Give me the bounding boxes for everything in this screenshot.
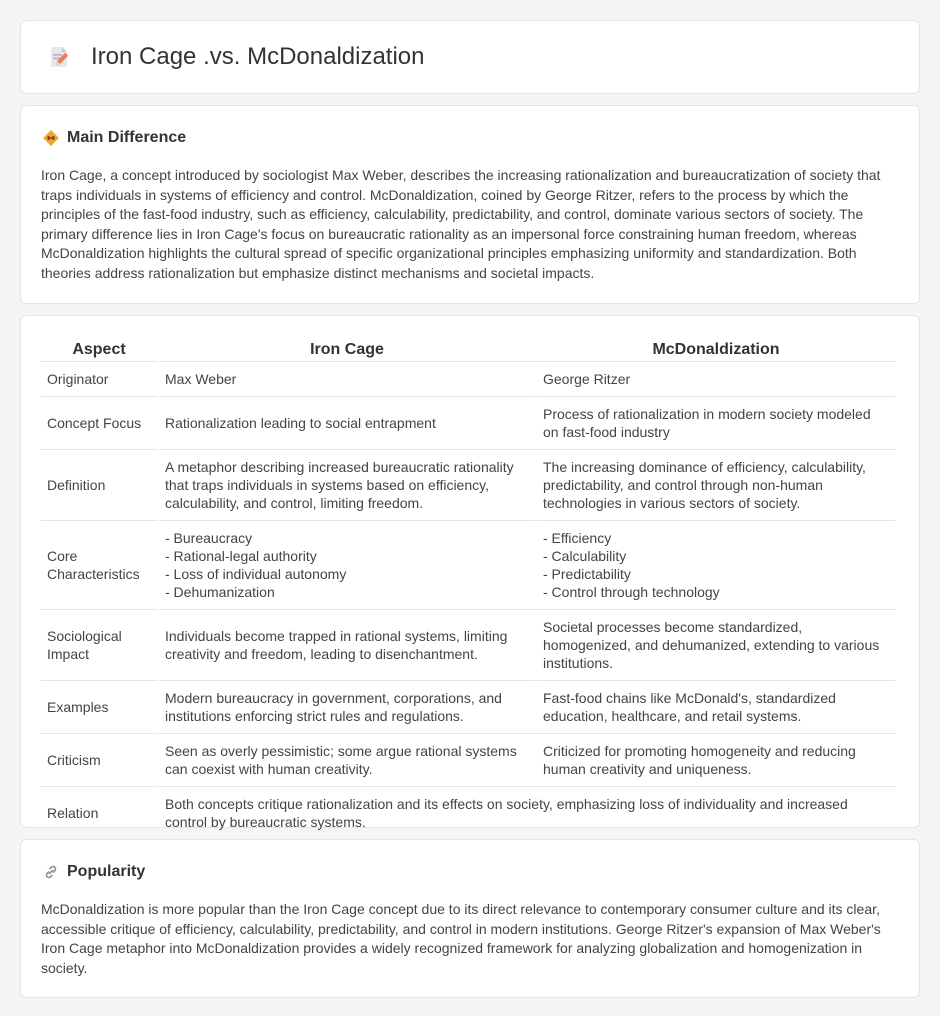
mcdonaldization-cell: The increasing dominance of efficiency, calculability, predictability, and control through non-human technologies in various sectors of society.	[537, 450, 895, 521]
header-mcdonaldization: McDonaldization	[537, 337, 895, 362]
iron-cage-cell: Seen as overly pessimistic; some argue rational systems can coexist with human creativity.	[159, 734, 535, 787]
header-card	[20, 20, 920, 94]
list-item: - Control through technology	[543, 584, 720, 600]
aspect-cell: Definition	[41, 450, 157, 521]
list-item: - Rational-legal authority	[165, 548, 317, 564]
iron-cage-cell: Individuals become trapped in rational systems, limiting creativity and freedom, leading to disenchantment.	[159, 610, 535, 681]
mcdonaldization-cell: George Ritzer	[537, 362, 895, 397]
popularity-title: Popularity	[67, 863, 146, 880]
table-row	[41, 397, 895, 450]
list-item: - Dehumanization	[165, 584, 275, 600]
table-row	[41, 521, 895, 610]
mcdonaldization-cell: Process of rationalization in modern society modeled on fast-food industry	[537, 397, 895, 450]
popularity-section	[20, 839, 920, 998]
iron-cage-cell: Modern bureaucracy in government, corporations, and institutions enforcing strict rules and regulations.	[159, 681, 535, 734]
table-row	[41, 681, 895, 734]
popularity-heading	[41, 862, 899, 882]
table-header-row	[41, 337, 895, 362]
aspect-cell: Examples	[41, 681, 157, 734]
iron-cage-cell: A metaphor describing increased bureaucratic rationality that traps individuals in systems based on efficiency, calculability, and control, limiting freedom.	[159, 450, 535, 521]
relation-cell: Both concepts critique rationalization and its effects on society, emphasizing loss of individuality and increased control by bureaucratic systems.	[159, 787, 895, 840]
table-row	[41, 450, 895, 521]
list-item: - Bureaucracy	[165, 530, 253, 546]
main-difference-title: Main Difference	[67, 129, 187, 146]
table-row	[41, 734, 895, 787]
main-difference-section	[20, 105, 920, 304]
aspect-cell: Relation	[41, 787, 157, 840]
mcdonaldization-cell	[537, 521, 895, 610]
link-icon	[41, 862, 61, 882]
mcdonaldization-cell: Societal processes become standardized, homogenized, and dehumanized, extending to various institutions.	[537, 610, 895, 681]
table-row	[41, 362, 895, 397]
main-difference-heading	[41, 128, 899, 148]
page-title: Iron Cage .vs. McDonaldization	[91, 43, 425, 70]
mcdonaldization-cell: Fast-food chains like McDonald's, standardized education, healthcare, and retail systems.	[537, 681, 895, 734]
iron-cage-cell: Max Weber	[159, 362, 535, 397]
document-pen-icon	[47, 45, 71, 69]
mcdonaldization-cell: Criticized for promoting homogeneity and reducing human creativity and uniqueness.	[537, 734, 895, 787]
list-item: - Predictability	[543, 566, 631, 582]
list-item: - Efficiency	[543, 530, 612, 546]
aspect-cell: Sociological Impact	[41, 610, 157, 681]
header-aspect: Aspect	[41, 337, 157, 362]
aspect-cell: Core Characteristics	[41, 521, 157, 610]
comparison-table	[39, 337, 897, 840]
list-item: - Calculability	[543, 548, 627, 564]
comparison-table-card	[20, 315, 920, 828]
diamond-icon	[41, 128, 61, 148]
list-item: - Loss of individual autonomy	[165, 566, 347, 582]
header-iron-cage: Iron Cage	[159, 337, 535, 362]
table-row	[41, 610, 895, 681]
aspect-cell: Originator	[41, 362, 157, 397]
popularity-text: McDonaldization is more popular than the Iron Cage concept due to its direct relevance to contemporary consumer culture and its clear, accessible critique of efficiency, calculability, predictability, and control in modern institutions. George Ritzer's expansion of Max Weber's Iron Cage metaphor into McDonaldization provides a widely recognized framework for analyzing globalization and homogenization in society.	[41, 901, 881, 976]
iron-cage-cell	[159, 521, 535, 610]
main-difference-text: Iron Cage, a concept introduced by sociologist Max Weber, describes the increasing rationalization and bureaucratization of society that traps individuals in systems of efficiency and control. McDonaldization, coined by George Ritzer, refers to the process by which the principles of the fast-food industry, such as efficiency, calculability, predictability, and control, dominate various sectors of society. The primary difference lies in Iron Cage's focus on bureaucratic rationality as an impersonal force constraining human freedom, whereas McDonaldization highlights the cultural spread of specific organizational principles emphasizing uniformity and standardization. Both theories address rationalization but emphasize distinct mechanisms and societal impacts.	[41, 167, 881, 281]
aspect-cell: Concept Focus	[41, 397, 157, 450]
iron-cage-cell: Rationalization leading to social entrapment	[159, 397, 535, 450]
aspect-cell: Criticism	[41, 734, 157, 787]
table-row	[41, 787, 895, 840]
